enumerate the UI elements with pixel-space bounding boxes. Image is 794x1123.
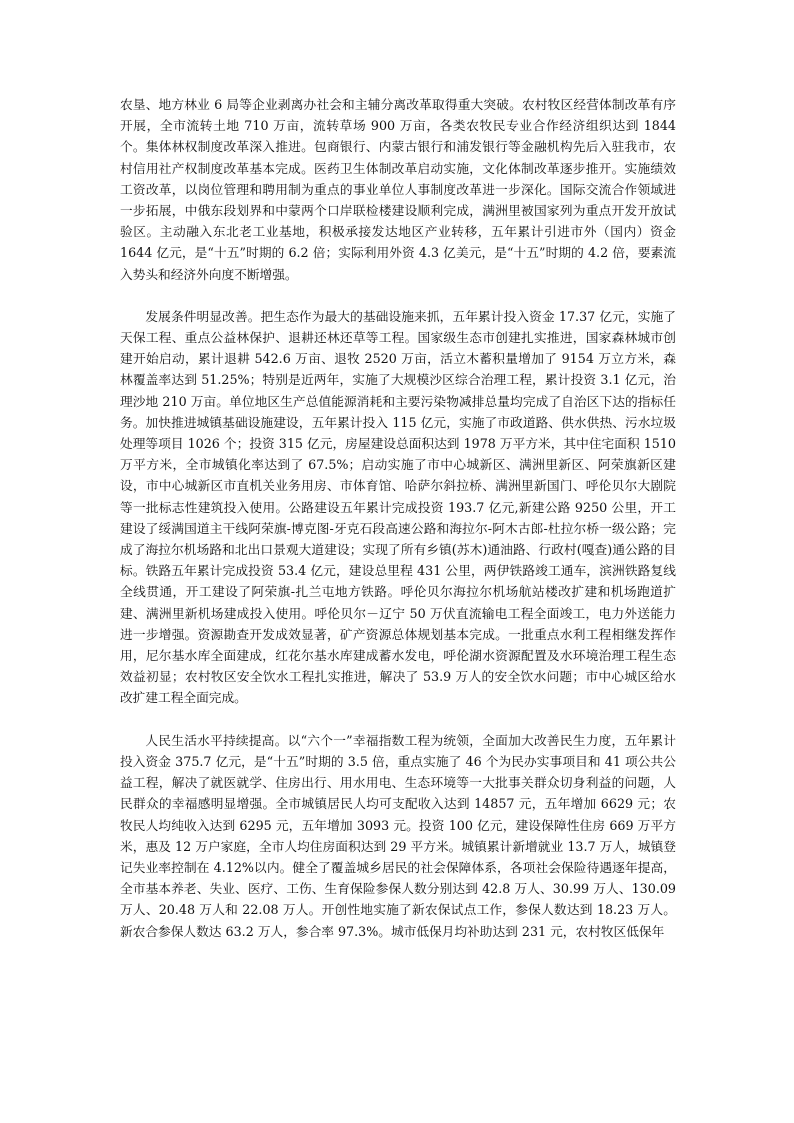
paragraph-development-conditions: 发展条件明显改善。把生态作为最大的基础设施来抓，五年累计投入资金 17.37 亿元，实施了天保工程、重点公益林保护、退耕还林还草等工程。国家级生态市创建扎实推进，国家森林城市创建开始启动，累计退耕 542.6 万亩、退牧 2520 万亩，活立木蓄积量增加了 9154 万立方米，森林覆盖率达到 51.25%；特别是近两年，实施了大规模沙区综合治理工程，累计投资 3.1 亿元，治理沙地 210 万亩。单位地区生产总值能源消耗和主要污染物减排总量均完成了自治区下达的指标任务。加快推进城镇基础设施建设，五年累计投入 115 亿元，实施了市政道路、供水供热、污水垃圾处理等项目 1026 个；投资 315 亿元，房屋建设总面积达到 1978 万平方米，其中住宅面积 1510 万平方米，全市城镇化率达到了 67.5%；启动实施了市中心城新区、满洲里新区、阿荣旗新区建设，市中心城新区市直机关业务用房、市体育馆、哈萨尔斜拉桥、满洲里新国门、呼伦贝尔大剧院等一批标志性建筑投入使用。公路建设五年累计完成投资 193.7 亿元,新建公路 9250 公里，开工建设了绥满国道主干线阿荣旗-博克图-牙克石段高速公路和海拉尔-阿木古郎-杜拉尔桥一级公路；完成了海拉尔机场路和北出口景观大道建设；实现了所有乡镇(苏木)通油路、行政村(嘎查)通公路的目标。铁路五年累计完成投资 53.4 亿元，建设总里程 431 公里，两伊铁路竣工通车，滨洲铁路复线全线贯通，开工建设了阿荣旗-扎兰屯地方铁路。呼伦贝尔海拉尔机场航站楼改扩建和机场跑道扩建、满洲里新机场建成投入使用。呼伦贝尔－辽宁 50 万伏直流输电工程全面竣工，电力外送能力进一步增强。资源勘查开发成效显著，矿产资源总体规划基本完成。一批重点水利工程相继发挥作用，尼尔基水库全面建成，红花尔基水库建成蓄水发电，呼伦湖水资源配置及水环境治理工程生态效益初显；农村牧区安全饮水工程扎实推进，解决了 53.9 万人的安全饮水问题；市中心城区给水改扩建工程全面完成。 [120, 308, 676, 706]
paragraph-living-standards: 人民生活水平持续提高。以“六个一”幸福指数工程为统领，全面加大改善民生力度，五年累计投入资金 375.7 亿元，是“十五”时期的 3.5 倍，重点实施了 46 个为民办实事项目和 41 项公共公益工程，解决了就医就学、住房出行、用水用电、生态环境等一大批事关群众切身利益的问题，人民群众的幸福感明显增强。全市城镇居民人均可支配收入达到 14857 元，五年增加 6629 元；农牧民人均纯收入达到 6295 元，五年增加 3093 元。投资 100 亿元，建设保障性住房 669 万平方米，惠及 12 万户家庭，全市人均住房面积达到 29 平方米。城镇累计新增就业 13.7 万人，城镇登记失业率控制在 4.12%以内。健全了覆盖城乡居民的社会保障体系，各项社会保险待遇逐年提高，全市基本养老、失业、医疗、工伤、生育保险参保人数分别达到 42.8 万人、30.99 万人、130.09 万人、20.48 万人和 22.08 万人。开创性地实施了新农保试点工作，参保人数达到 18.23 万人。新农合参保人数达 63.2 万人，参合率 97.3%。城市低保月均补助达到 231 元，农村牧区低保年 [120, 732, 676, 939]
paragraph-reform-continued: 农垦、地方林业 6 局等企业剥离办社会和主辅分离改革取得重大突破。农村牧区经营体制改革有序开展，全市流转土地 710 万亩，流转草场 900 万亩，各类农牧民专业合作经济组织达到 1844 个。集体林权制度改革深入推进。包商银行、内蒙古银行和浦发银行等金融机构先后入驻我市，农村信用社产权制度改革基本完成。医药卫生体制改革启动实施，文化体制改革逐步推开。实施绩效工资改革，以岗位管理和聘用制为重点的事业单位人事制度改革进一步深化。国际交流合作领域进一步拓展，中俄东段划界和中蒙两个口岸联检楼建设顺利完成，满洲里被国家列为重点开发开放试验区。主动融入东北老工业基地，积极承接发达地区产业转移，五年累计引进市外（国内）资金 1644 亿元，是“十五”时期的 6.2 倍；实际利用外资 4.3 亿美元，是“十五”时期的 4.2 倍，要素流入势头和经济外向度不断增强。 [120, 97, 676, 282]
body-text [120, 94, 676, 963]
